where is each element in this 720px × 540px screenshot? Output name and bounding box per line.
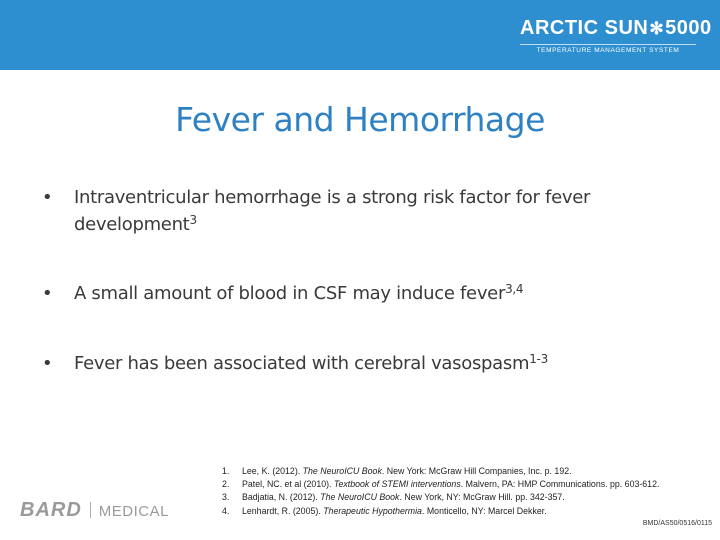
bullet-citation: 3,4 [505,282,524,296]
reference-authors: Patel, NC. et al (2010). [242,479,334,490]
bullet-text: A small amount of blood in CSF may induce fever [74,283,506,304]
header-band [0,0,720,70]
logo-medical: MEDICAL [98,503,169,520]
reference-item [222,465,720,478]
bullet-item [40,184,680,238]
brand-name-left: ARCTIC SUN [520,17,649,39]
reference-title: Textbook of STEMI interventions [333,479,461,490]
reference-item [222,478,720,491]
logo-divider [90,502,91,518]
bullet-text: Intraventricular hemorrhage is a strong risk factor for fever development [74,187,591,235]
document-code: BMD/AS50/0516/0115 [642,520,712,527]
logo-bard: BARD [20,499,82,521]
reference-item [222,505,720,518]
arctic-sun-logo [520,16,712,54]
bullet-citation: 3 [189,213,197,227]
brand-name [520,16,712,41]
reference-title: The NeuroICU Book [302,466,382,476]
reference-authors: Lee, K. (2012). [242,466,303,476]
bullet-item [40,280,523,307]
reference-number: 1. [222,466,230,476]
bullet-citation: 1-3 [529,352,548,366]
reference-number: 3. [222,492,230,503]
reference-list [222,465,720,518]
reference-title: Therapeutic Hypothermia [323,505,422,516]
reference-number: 4. [222,505,230,516]
reference-item [222,491,720,504]
bard-medical-logo [20,499,169,522]
bullet-item [40,350,548,377]
brand-tagline: TEMPERATURE MANAGEMENT SYSTEM [520,44,696,54]
bullet-text: Fever has been associated with cerebral vasospasm [74,353,530,374]
bullet-dot-icon: • [42,283,53,304]
snowflake-icon: ✻ [649,19,665,38]
reference-publisher: . New York, NY: McGraw Hill. pp. 342-357. [399,492,565,503]
reference-authors: Badjatia, N. (2012). [242,492,321,503]
reference-publisher: . New York: McGraw Hill Companies, Inc. p. 192. [381,466,572,476]
brand-name-right: 5000 [665,17,712,39]
reference-number: 2. [222,479,230,490]
reference-publisher: . Malvern, PA: HMP Communications. pp. 603-612. [460,479,660,490]
bullet-dot-icon: • [42,187,53,208]
reference-title: The NeuroICU Book [320,492,400,503]
reference-publisher: . Monticello, NY: Marcel Dekker. [421,505,547,516]
slide-title: Fever and Hemorrhage [175,100,545,139]
bullet-dot-icon: • [42,353,53,374]
reference-authors: Lenhardt, R. (2005). [242,505,324,516]
